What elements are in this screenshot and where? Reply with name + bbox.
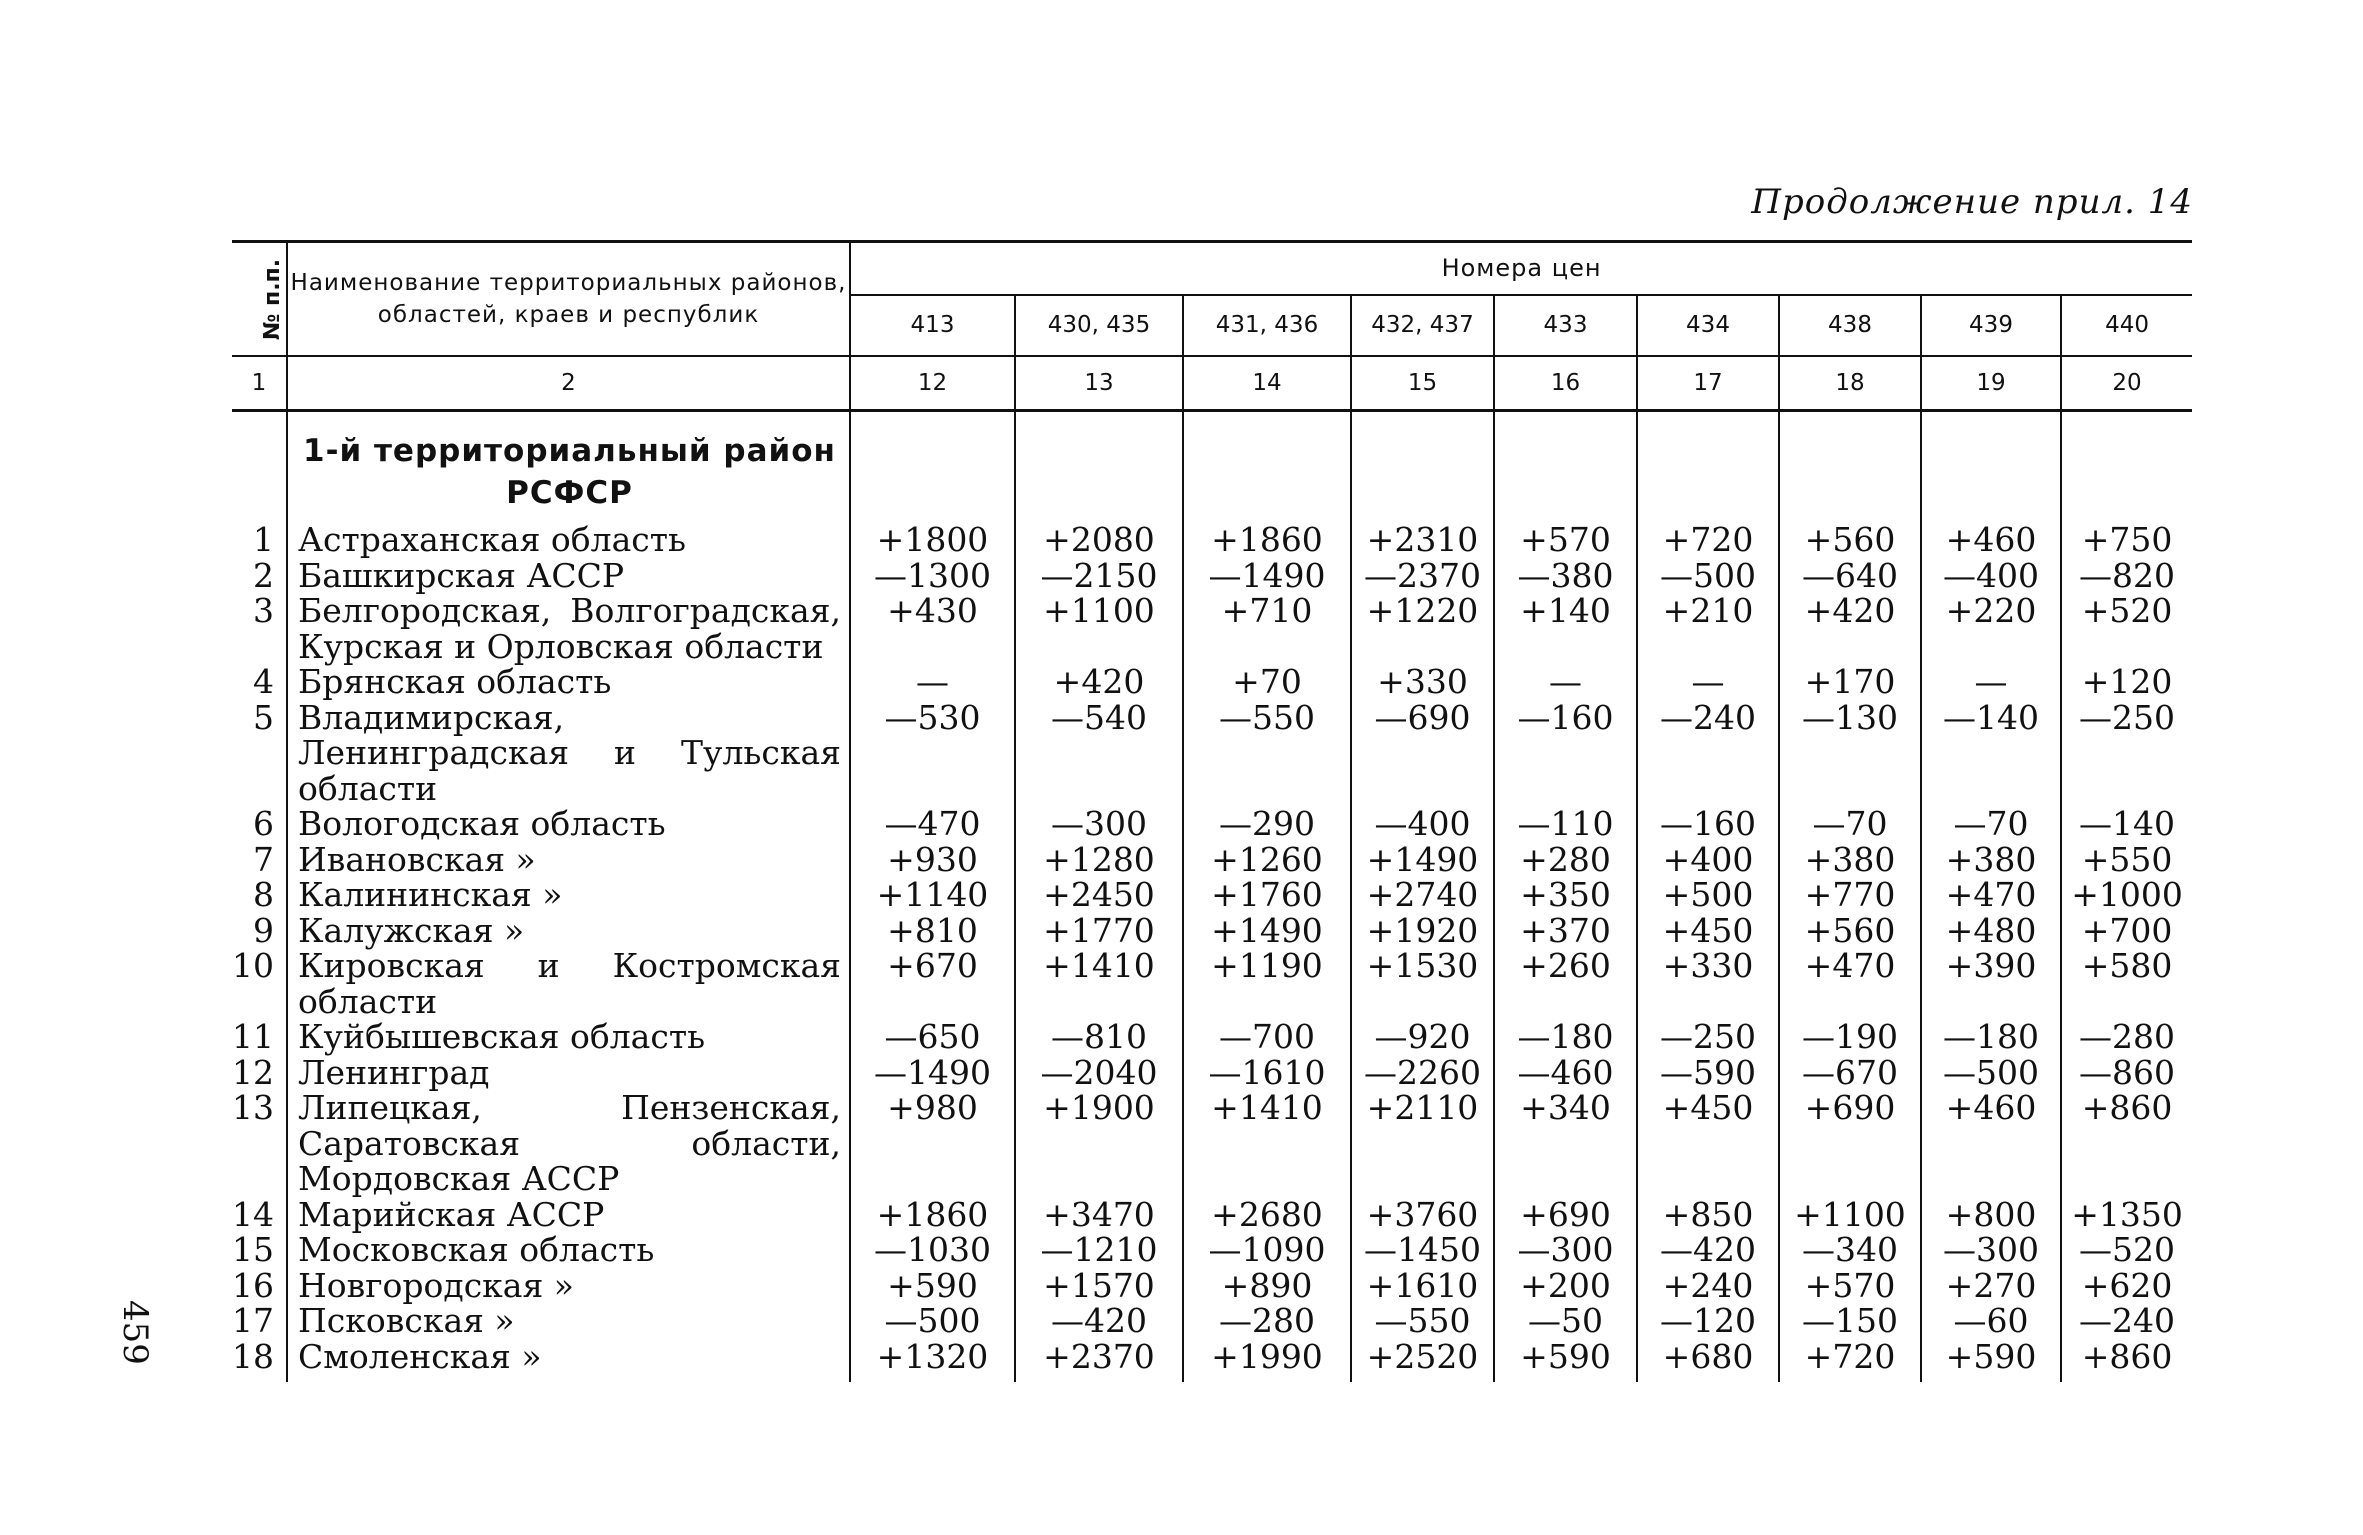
table-row	[232, 1232, 2192, 1268]
price-value: —2150	[1015, 558, 1183, 594]
price-value: —380	[1494, 558, 1637, 594]
table-row	[232, 948, 2192, 1019]
price-value: —250	[2079, 697, 2176, 737]
price-value: —520	[2079, 1230, 2176, 1269]
price-value: +2370	[1015, 1339, 1183, 1375]
price-value: +720	[1637, 522, 1779, 558]
column-index: 17	[1637, 356, 1779, 411]
price-value: +2740	[1351, 877, 1494, 913]
price-value: —70	[1779, 806, 1921, 842]
price-value: +420	[1779, 593, 1921, 664]
price-value: —530	[850, 700, 1015, 807]
price-value: —2040	[1015, 1055, 1183, 1091]
price-value: —1490	[850, 1055, 1015, 1091]
column-index: 20	[2061, 356, 2192, 411]
price-value: —400	[1351, 806, 1494, 842]
price-value: +710	[1183, 593, 1351, 664]
price-value: +370	[1494, 913, 1637, 949]
price-value: +1990	[1183, 1339, 1351, 1375]
price-value: +1320	[850, 1339, 1015, 1375]
price-value: +1920	[1351, 913, 1494, 949]
price-value: —1490	[1183, 558, 1351, 594]
price-value: —	[1637, 664, 1779, 700]
price-value: +1100	[1015, 593, 1183, 664]
table-row	[232, 1090, 2192, 1197]
price-value: +770	[1779, 877, 1921, 913]
price-value: +330	[1637, 948, 1779, 1019]
price-value: +1260	[1183, 842, 1351, 878]
column-index: 13	[1015, 356, 1183, 411]
price-value: —250	[1637, 1019, 1779, 1055]
table-row	[232, 664, 2192, 700]
price-value: —150	[1779, 1303, 1921, 1339]
price-value: +1860	[1183, 522, 1351, 558]
price-value: —60	[1921, 1303, 2061, 1339]
price-value: +470	[1921, 877, 2061, 913]
price-value: —670	[1779, 1055, 1921, 1091]
column-index: 2	[287, 356, 850, 411]
price-value: —810	[1015, 1019, 1183, 1055]
price-value: —640	[1779, 558, 1921, 594]
price-value: +330	[1351, 664, 1494, 700]
row-number: 14	[232, 1197, 287, 1233]
page-number: 459	[115, 1300, 155, 1365]
price-value: +2680	[1183, 1197, 1351, 1233]
price-value: —290	[1183, 806, 1351, 842]
price-value: +460	[1921, 522, 2061, 558]
price-value: +1490	[1183, 913, 1351, 949]
row-number: 9	[232, 913, 287, 949]
price-value: +810	[850, 913, 1015, 949]
header-code: 432, 437	[1351, 295, 1494, 356]
table-row	[232, 1019, 2192, 1055]
header-price-numbers: Номера цен	[850, 242, 2192, 295]
row-number: 8	[232, 877, 287, 913]
price-value: +1760	[1183, 877, 1351, 913]
price-value: —140	[1921, 700, 2061, 807]
price-value: +380	[1921, 842, 2061, 878]
price-value: +670	[850, 948, 1015, 1019]
price-value: +750	[2081, 520, 2173, 559]
price-value: —240	[1637, 700, 1779, 807]
header-num	[232, 242, 287, 357]
row-number: 3	[232, 593, 287, 664]
price-value: —700	[1183, 1019, 1351, 1055]
header-index-row	[232, 356, 2192, 411]
price-value: +350	[1494, 877, 1637, 913]
price-value: +1100	[1779, 1197, 1921, 1233]
region-name: Псковская »	[287, 1303, 850, 1339]
price-value: +1490	[1351, 842, 1494, 878]
price-value: +220	[1921, 593, 2061, 664]
price-value: +580	[2081, 946, 2173, 985]
region-name: Московская область	[287, 1232, 850, 1268]
price-value: +120	[2081, 662, 2173, 701]
section-row	[232, 411, 2192, 523]
price-value: +470	[1779, 948, 1921, 1019]
price-value: —1090	[1183, 1232, 1351, 1268]
row-number: 18	[232, 1339, 287, 1375]
region-name: Кировская и Костромская области	[287, 948, 850, 1019]
price-value: +70	[1183, 664, 1351, 700]
price-value: —240	[2079, 1301, 2176, 1340]
table-row	[232, 1268, 2192, 1304]
row-number: 4	[232, 664, 287, 700]
price-value: —190	[1779, 1019, 1921, 1055]
header-code: 431, 436	[1183, 295, 1351, 356]
header-code: 413	[850, 295, 1015, 356]
price-value: —500	[850, 1303, 1015, 1339]
price-value: +890	[1183, 1268, 1351, 1304]
price-value: +260	[1494, 948, 1637, 1019]
price-value: —280	[2079, 1017, 2176, 1056]
table-row	[232, 558, 2192, 594]
price-value: —420	[1637, 1232, 1779, 1268]
row-number: 11	[232, 1019, 287, 1055]
price-value: +280	[1494, 842, 1637, 878]
price-value: +2110	[1351, 1090, 1494, 1197]
column-index: 15	[1351, 356, 1494, 411]
price-value: +390	[1921, 948, 2061, 1019]
price-value: —50	[1494, 1303, 1637, 1339]
price-value: +1280	[1015, 842, 1183, 878]
price-value: —1450	[1351, 1232, 1494, 1268]
price-value: +1610	[1351, 1268, 1494, 1304]
price-value: —	[1494, 664, 1637, 700]
table-row	[232, 842, 2192, 878]
price-value: —820	[2079, 555, 2176, 595]
row-number: 2	[232, 558, 287, 594]
column-index: 16	[1494, 356, 1637, 411]
price-value: —1610	[1183, 1055, 1351, 1091]
region-name: Новгородская »	[287, 1268, 850, 1304]
price-value: —500	[1921, 1055, 2061, 1091]
region-name: Ленинград	[287, 1055, 850, 1091]
price-value: +1770	[1015, 913, 1183, 949]
header-code: 439	[1921, 295, 2061, 356]
price-value: +3760	[1351, 1197, 1494, 1233]
price-value: —130	[1779, 700, 1921, 807]
price-value: —590	[1637, 1055, 1779, 1091]
column-index: 18	[1779, 356, 1921, 411]
price-value: +1800	[850, 522, 1015, 558]
row-number: 16	[232, 1268, 287, 1304]
price-value: —140	[2079, 804, 2176, 843]
header-code: 433	[1494, 295, 1637, 356]
price-value: +850	[1637, 1197, 1779, 1233]
price-value: +140	[1494, 593, 1637, 664]
region-name: Смоленская »	[287, 1339, 850, 1375]
price-value: —300	[1921, 1232, 2061, 1268]
price-value: —1030	[850, 1232, 1015, 1268]
price-value: —180	[1921, 1019, 2061, 1055]
price-value: +1000	[2071, 875, 2183, 914]
price-value: +590	[1494, 1339, 1637, 1375]
price-value: +860	[2081, 1088, 2173, 1127]
price-value: —2370	[1351, 558, 1494, 594]
price-value: +570	[1779, 1268, 1921, 1304]
price-value: —550	[1351, 1303, 1494, 1339]
region-name: Калининская »	[287, 877, 850, 913]
price-value: +1350	[2071, 1194, 2183, 1234]
table-row	[232, 522, 2192, 558]
price-value: +240	[1637, 1268, 1779, 1304]
price-value: —2260	[1351, 1055, 1494, 1091]
price-value: +210	[1637, 593, 1779, 664]
header-num-label: № п.п.	[260, 258, 286, 340]
row-number: 1	[232, 522, 287, 558]
table-caption: Продолжение прил. 14	[1751, 182, 2193, 222]
header-code: 434	[1637, 295, 1779, 356]
row-number: 17	[232, 1303, 287, 1339]
price-value: +460	[1921, 1090, 2061, 1197]
header-code: 430, 435	[1015, 295, 1183, 356]
row-number: 12	[232, 1055, 287, 1091]
table-row	[232, 913, 2192, 949]
table-row	[232, 593, 2192, 664]
price-value: +720	[1779, 1339, 1921, 1375]
header-name: Наименование территориальных районов, областей, краев и республик	[287, 242, 850, 357]
price-value: —180	[1494, 1019, 1637, 1055]
price-value: +400	[1637, 842, 1779, 878]
price-value: +450	[1637, 913, 1779, 949]
table-row	[232, 806, 2192, 842]
price-value: —120	[1637, 1303, 1779, 1339]
region-name: Брянская область	[287, 664, 850, 700]
price-value: —470	[850, 806, 1015, 842]
price-value: —280	[1183, 1303, 1351, 1339]
price-value: —860	[2079, 1052, 2176, 1092]
row-number: 5	[232, 700, 287, 807]
price-value: +200	[1494, 1268, 1637, 1304]
price-value: —160	[1494, 700, 1637, 807]
price-value: +690	[1494, 1197, 1637, 1233]
price-value: +3470	[1015, 1197, 1183, 1233]
price-value: +380	[1779, 842, 1921, 878]
region-name: Белгородская, Волгоградская, Курская и Орловская области	[287, 593, 850, 664]
price-value: +690	[1779, 1090, 1921, 1197]
price-value: +500	[1637, 877, 1779, 913]
row-number: 6	[232, 806, 287, 842]
region-name: Липецкая, Пензенская, Саратовская области, Мордовская АССР	[287, 1090, 850, 1197]
price-value: +1140	[850, 877, 1015, 913]
price-value: +590	[850, 1268, 1015, 1304]
row-number: 13	[232, 1090, 287, 1197]
price-value: +340	[1494, 1090, 1637, 1197]
price-value: +1900	[1015, 1090, 1183, 1197]
price-value: +520	[2081, 591, 2173, 630]
price-value: +170	[1779, 664, 1921, 700]
price-value: +550	[2081, 839, 2173, 879]
header-code: 440	[2105, 312, 2149, 339]
price-value: —300	[1494, 1232, 1637, 1268]
price-value: +270	[1921, 1268, 2061, 1304]
price-value: —690	[1351, 700, 1494, 807]
table-row	[232, 1303, 2192, 1339]
price-value: —1300	[850, 558, 1015, 594]
region-name: Калужская »	[287, 913, 850, 949]
price-value: +570	[1494, 522, 1637, 558]
price-value: +980	[850, 1090, 1015, 1197]
column-index: 1	[232, 356, 287, 411]
price-value: +590	[1921, 1339, 2061, 1375]
row-number: 15	[232, 1232, 287, 1268]
row-number: 7	[232, 842, 287, 878]
price-value: —920	[1351, 1019, 1494, 1055]
price-value: +1220	[1351, 593, 1494, 664]
price-value: +560	[1779, 913, 1921, 949]
price-value: +2520	[1351, 1339, 1494, 1375]
price-value: +420	[1015, 664, 1183, 700]
price-value: +800	[1921, 1197, 2061, 1233]
price-value: +2080	[1015, 522, 1183, 558]
price-value: +1410	[1015, 948, 1183, 1019]
price-value: —400	[1921, 558, 2061, 594]
region-name: Башкирская АССР	[287, 558, 850, 594]
column-index: 19	[1921, 356, 2061, 411]
price-value: +1530	[1351, 948, 1494, 1019]
price-value: +930	[850, 842, 1015, 878]
price-value: —1210	[1015, 1232, 1183, 1268]
price-value: +1860	[850, 1197, 1015, 1233]
price-value: —160	[1637, 806, 1779, 842]
section-title: 1-й территориальный район РСФСР	[303, 433, 836, 511]
price-value: +680	[1637, 1339, 1779, 1375]
price-value: —500	[1637, 558, 1779, 594]
table-row	[232, 1055, 2192, 1091]
price-table-grid	[232, 240, 2192, 1382]
region-name: Владимирская, Ленинградская и Тульская области	[287, 700, 850, 807]
price-value: +1410	[1183, 1090, 1351, 1197]
price-value: —540	[1015, 700, 1183, 807]
price-value: +620	[2081, 1265, 2173, 1305]
price-value: —340	[1779, 1232, 1921, 1268]
region-name: Марийская АССР	[287, 1197, 850, 1233]
header-code: 438	[1779, 295, 1921, 356]
price-value: +860	[2081, 1336, 2173, 1376]
price-value: +700	[2081, 910, 2173, 950]
region-name: Ивановская »	[287, 842, 850, 878]
region-name: Вологодская область	[287, 806, 850, 842]
table-row	[232, 700, 2192, 807]
price-value: +2310	[1351, 522, 1494, 558]
price-value: +430	[850, 593, 1015, 664]
price-value: —	[850, 664, 1015, 700]
price-value: +480	[1921, 913, 2061, 949]
table-body	[232, 411, 2192, 1383]
price-value: —300	[1015, 806, 1183, 842]
price-value: —420	[1015, 1303, 1183, 1339]
price-value: +1570	[1015, 1268, 1183, 1304]
row-number: 10	[232, 948, 287, 1019]
price-value: —550	[1183, 700, 1351, 807]
price-value: —70	[1921, 806, 2061, 842]
price-value: +1190	[1183, 948, 1351, 1019]
price-value: +2450	[1015, 877, 1183, 913]
table-row	[232, 1339, 2192, 1375]
price-value: —460	[1494, 1055, 1637, 1091]
price-value: —	[1921, 664, 2061, 700]
price-table	[232, 240, 2192, 1382]
price-value: —650	[850, 1019, 1015, 1055]
region-name: Куйбышевская область	[287, 1019, 850, 1055]
table-row	[232, 1197, 2192, 1233]
region-name: Астраханская область	[287, 522, 850, 558]
price-value: +450	[1637, 1090, 1779, 1197]
table-row	[232, 877, 2192, 913]
column-index: 12	[850, 356, 1015, 411]
price-value: +560	[1779, 522, 1921, 558]
column-index: 14	[1183, 356, 1351, 411]
price-value: —110	[1494, 806, 1637, 842]
